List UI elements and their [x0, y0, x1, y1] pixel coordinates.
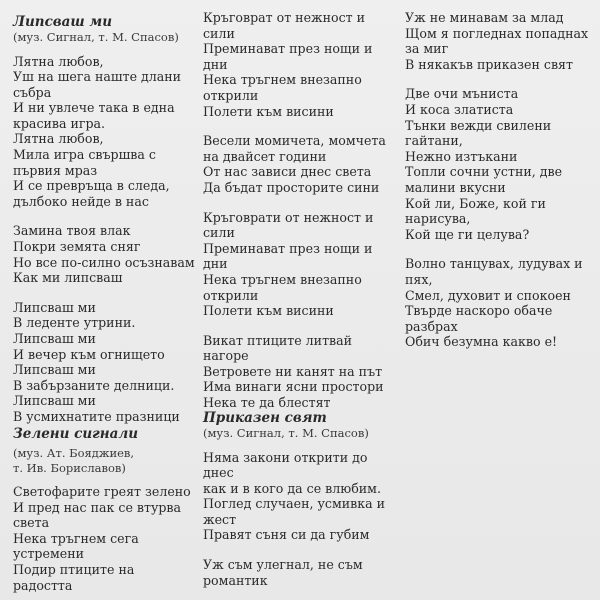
lyric-line: Мила игра свършва с [13, 147, 156, 163]
lyric-line: Нека тръгнем сега [13, 530, 139, 546]
lyric-line: Преминават през нощи и [203, 41, 373, 57]
lyric-line: Поглед случаен, усмивка и [203, 496, 386, 512]
song-title-prikazen: Приказен свят [203, 410, 327, 426]
lyric-line: Да бъдат просторите сини [203, 179, 380, 195]
song-title-lipsvash: Липсваш ми [13, 14, 113, 30]
lyric-line: дълбоко нейде в нас [13, 193, 149, 209]
lyric-line: Няма закони открити до [203, 449, 368, 465]
stanza [405, 86, 595, 242]
stanza [405, 256, 595, 350]
lyric-line: Смел, духовит и спокоен [405, 287, 571, 303]
lyric-line: Нека тръгнем внезапно [203, 271, 362, 287]
lyric-line: на двайсет години [203, 148, 327, 164]
lyric-line: Уш на шега наште длани [13, 69, 182, 85]
lyric-line: И вечер към огнището [13, 346, 165, 362]
lyric-line: Правят съня си да губим [203, 527, 370, 543]
stanza [405, 10, 595, 72]
lyric-line: В някакъв приказен свят [405, 56, 573, 72]
lyric-line: радостта [13, 577, 73, 593]
lyric-line: Има винаги ясни простори [203, 379, 384, 395]
lyric-line: гайтани, [405, 133, 463, 149]
lyric-line: дни [203, 56, 228, 72]
lyric-line: Обич безумна какво е! [405, 334, 558, 350]
lyric-line: жест [203, 511, 237, 527]
stanza [13, 54, 195, 210]
lyric-line: събра [13, 84, 52, 100]
stanza [13, 300, 195, 425]
lyric-line: Нека тръгнем внезапно [203, 72, 362, 88]
lyric-line: дни [203, 256, 228, 272]
lyric-line: Липсваш ми [13, 299, 96, 315]
lyric-line: света [13, 515, 50, 531]
lyric-line: как и в кого да се влюбим. [203, 480, 381, 496]
lyric-line: В усмихнатите празници [13, 408, 180, 424]
lyric-line: сили [203, 25, 235, 41]
lyric-line: От нас зависи днес света [203, 164, 372, 180]
stanza [13, 223, 195, 285]
lyric-line: Липсваш ми [13, 362, 96, 378]
lyric-line: Кръговрати от нежност и [203, 209, 374, 225]
lyric-line: нарисува, [405, 211, 471, 227]
stanza [203, 10, 393, 119]
lyric-line: Уж не минавам за млад [405, 10, 564, 25]
lyric-line: В леденте утрини. [13, 315, 136, 331]
lyric-line: Липсваш ми [13, 393, 96, 409]
song-title-zeleni: Зелени сигнали [13, 426, 139, 442]
lyric-line: Кой ще ги целува? [405, 226, 530, 242]
lyric-line: И пред нас пак се втурва [13, 499, 182, 515]
lyric-line: Тънки вежди свилени [405, 117, 552, 133]
lyric-line: устремени [13, 546, 84, 562]
lyric-line: Нека те да блестят [203, 395, 331, 411]
column-1 [13, 14, 195, 425]
lyric-line: романтик [203, 572, 268, 588]
lyric-line: Ветровете ни канят на път [203, 363, 383, 379]
stanza [203, 210, 393, 319]
song-credit-prikazen: (муз. Сигнал, т. М. Спасов) [203, 426, 369, 440]
song-prikazen-svyat [203, 410, 393, 588]
lyric-line: Нежно изтъкани [405, 148, 518, 164]
lyric-line: Лятна любов, [13, 131, 104, 147]
lyric-line: Светофарите греят зелено [13, 484, 191, 499]
stanza [203, 557, 393, 588]
lyric-line: Лятна любов, [13, 53, 104, 69]
lyric-line: Топли сочни устни, две [405, 164, 563, 180]
lyric-line: открили [203, 287, 259, 303]
lyric-line: Полети към висини [203, 103, 334, 119]
lyric-line: Липсваш ми [13, 331, 96, 346]
lyric-line: Кръговрат от нежност и [203, 10, 366, 25]
lyric-line: днес [203, 465, 234, 481]
lyric-line: малини вкусни [405, 179, 506, 195]
lyric-line: Покри земята сняг [13, 239, 141, 255]
stanza [203, 133, 393, 195]
lyric-line: открили [203, 87, 259, 103]
song-credit-zeleni [13, 446, 195, 475]
column-3 [405, 10, 595, 350]
lyric-line: Замина твоя влак [13, 223, 131, 239]
lyric-line: Волно танцувах, лудувах и [405, 256, 583, 272]
credit-line: т. Ив. Бориславов) [13, 460, 126, 475]
song-credit-lipsvash: (муз. Сигнал, т. М. Спасов) [13, 30, 179, 44]
column-2 [203, 10, 393, 411]
lyric-line: нагоре [203, 348, 249, 364]
lyric-line: Преминават през нощи и [203, 240, 373, 256]
lyric-line: И ни увлече така в една [13, 100, 175, 116]
lyric-line: Две очи мъниста [405, 86, 519, 102]
lyric-line: Как ми липсваш [13, 270, 123, 286]
stanza [203, 333, 393, 411]
lyric-line: пях, [405, 271, 433, 287]
lyric-line: красива игра. [13, 115, 106, 131]
lyric-line: И се превръща в следа, [13, 178, 170, 194]
stanza [203, 450, 393, 544]
lyric-line: Но все по-силно осъзнавам [13, 254, 195, 270]
lyric-line: Викат птиците литвай [203, 332, 353, 348]
lyric-line: Подир птиците на [13, 561, 135, 577]
lyric-line: Кой ли, Боже, кой ги [405, 195, 546, 211]
stanza [13, 484, 195, 593]
lyric-line: В забързаните делници. [13, 377, 175, 393]
lyric-line: сили [203, 225, 235, 241]
song-zeleni-signali [13, 426, 195, 593]
lyric-line: Полети към висини [203, 303, 334, 319]
lyric-line: първия мраз [13, 162, 98, 178]
lyric-line: И коса златиста [405, 101, 514, 117]
lyric-line: Уж съм улегнал, не съм [203, 557, 363, 573]
lyric-line: Весели момичета, момчета [203, 133, 386, 149]
credit-line: (муз. Ат. Бояджиев, [13, 446, 135, 460]
lyric-line: разбрах [405, 318, 458, 334]
lyric-line: Щом я погледнах попаднах [405, 25, 589, 41]
lyric-line: за миг [405, 41, 449, 57]
lyric-line: Твърде наскоро обаче [405, 303, 553, 319]
